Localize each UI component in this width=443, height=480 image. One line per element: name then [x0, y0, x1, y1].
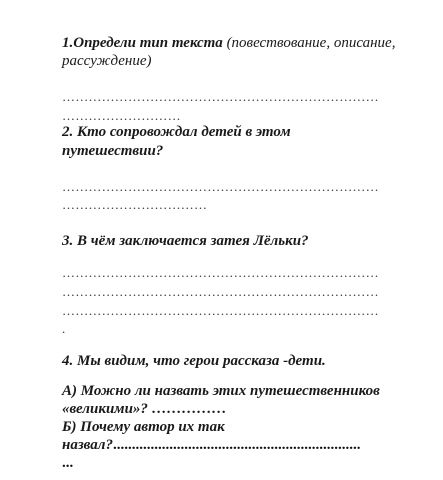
- question-4a-line-1: А) Можно ли назвать этих путешественников: [62, 383, 380, 399]
- answer-blank-continuation[interactable]: ...: [62, 455, 74, 471]
- answer-line[interactable]: ………………………………………………………………: [62, 179, 379, 194]
- answer-blank[interactable]: ..................................................................: [112, 437, 361, 453]
- answer-line[interactable]: ………………………………………………………………: [62, 303, 379, 318]
- question-4a-line-2: [62, 400, 227, 418]
- question-4a-text: «великими»?: [62, 401, 148, 417]
- answer-line[interactable]: ………………………………………………………………: [62, 265, 379, 280]
- answer-line[interactable]: ………………………………………………………………: [62, 284, 379, 299]
- answer-line[interactable]: ……………………………: [62, 197, 208, 212]
- question-1-line-1: [62, 34, 395, 52]
- question-2-line-2: путешествии?: [62, 143, 164, 159]
- answer-blank[interactable]: ……………: [151, 401, 227, 417]
- question-2-line-1: 2. Кто сопровождал детей в этом: [62, 124, 291, 140]
- answer-line[interactable]: .: [62, 321, 66, 336]
- question-4b-line-1: Б) Почему автор их так: [62, 419, 225, 435]
- answer-line[interactable]: ………………………: [62, 108, 181, 123]
- question-4b-line-2: [62, 436, 360, 454]
- question-1-hint-part-1: (повествование, описание,: [226, 35, 396, 51]
- answer-line[interactable]: ………………………………………………………………: [62, 89, 379, 104]
- question-1-hint-part-2: рассуждение): [62, 53, 152, 69]
- question-4b-text: назвал?: [62, 437, 113, 453]
- question-4: 4. Мы видим, что герои рассказа -дети.: [62, 353, 326, 369]
- question-3: 3. В чём заключается затея Лёльки?: [62, 233, 309, 249]
- question-1-prompt: 1.Определи тип текста: [62, 35, 223, 51]
